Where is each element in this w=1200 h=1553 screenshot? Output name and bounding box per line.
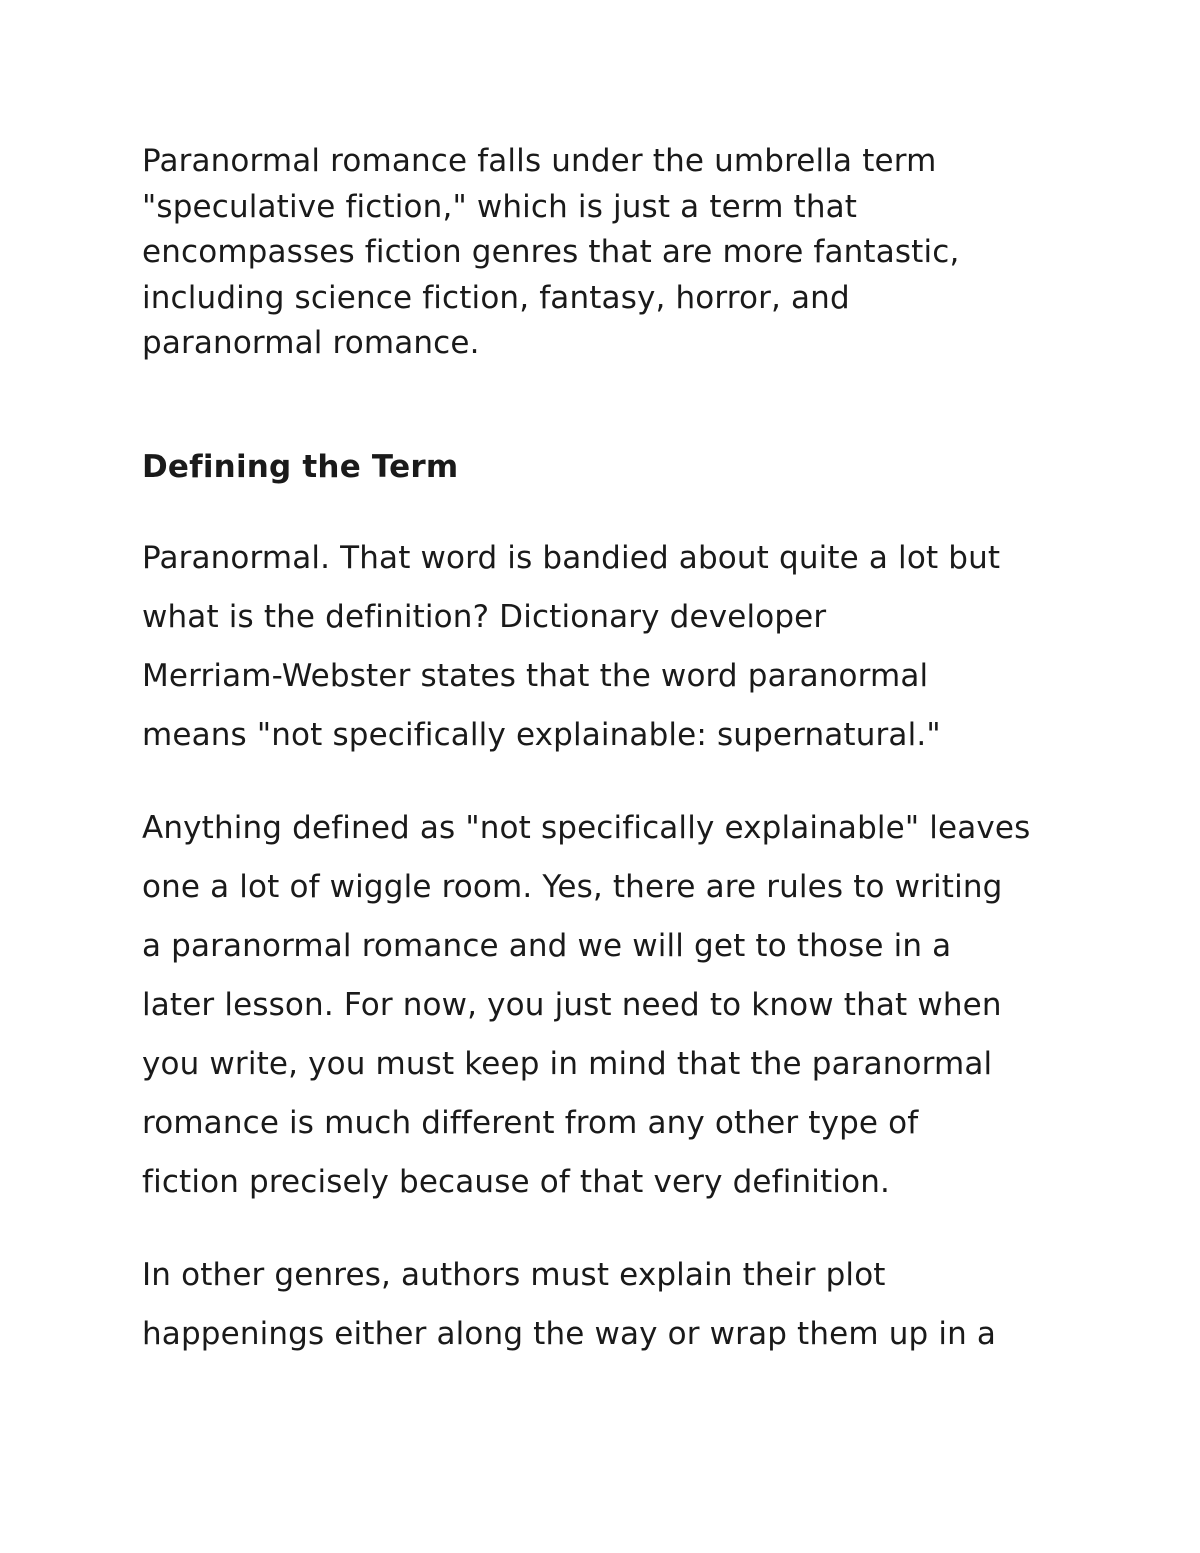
intro-paragraph bbox=[142, 139, 1062, 367]
text-line: Paranormal romance falls under the umbrella term bbox=[142, 143, 937, 179]
text-line: Paranormal. That word is bandied about quite a lot but bbox=[142, 540, 1001, 576]
text-line: fiction precisely because of that very definition. bbox=[142, 1164, 891, 1200]
text-line: "speculative fiction," which is just a term that bbox=[142, 188, 858, 225]
text-line: Anything defined as "not specifically explainable" leaves bbox=[142, 810, 1031, 846]
explanation-paragraph bbox=[142, 799, 1072, 1212]
text-line: happenings either along the way or wrap them up in a bbox=[142, 1316, 997, 1352]
text-line: encompasses fiction genres that are more fantastic, bbox=[142, 234, 960, 270]
text-line: paranormal romance. bbox=[142, 325, 480, 361]
text-line: including science fiction, fantasy, horror, and bbox=[142, 279, 850, 316]
text-line: later lesson. For now, you just need to know that when bbox=[142, 987, 1002, 1023]
text-line: In other genres, authors must explain their plot bbox=[142, 1257, 886, 1293]
genres-paragraph bbox=[142, 1246, 1072, 1364]
text-line: what is the definition? Dictionary developer bbox=[142, 599, 827, 635]
text-line: you write, you must keep in mind that the paranormal bbox=[142, 1046, 993, 1082]
section-heading: Defining the Term bbox=[142, 449, 459, 485]
definition-paragraph bbox=[142, 529, 1072, 765]
text-line: one a lot of wiggle room. Yes, there are rules to writing bbox=[142, 869, 1003, 905]
text-line: romance is much different from any other type of bbox=[142, 1105, 919, 1141]
text-line: Merriam-Webster states that the word paranormal bbox=[142, 658, 929, 694]
text-line: means "not specifically explainable: supernatural." bbox=[142, 717, 941, 753]
text-line: a paranormal romance and we will get to those in a bbox=[142, 928, 952, 964]
